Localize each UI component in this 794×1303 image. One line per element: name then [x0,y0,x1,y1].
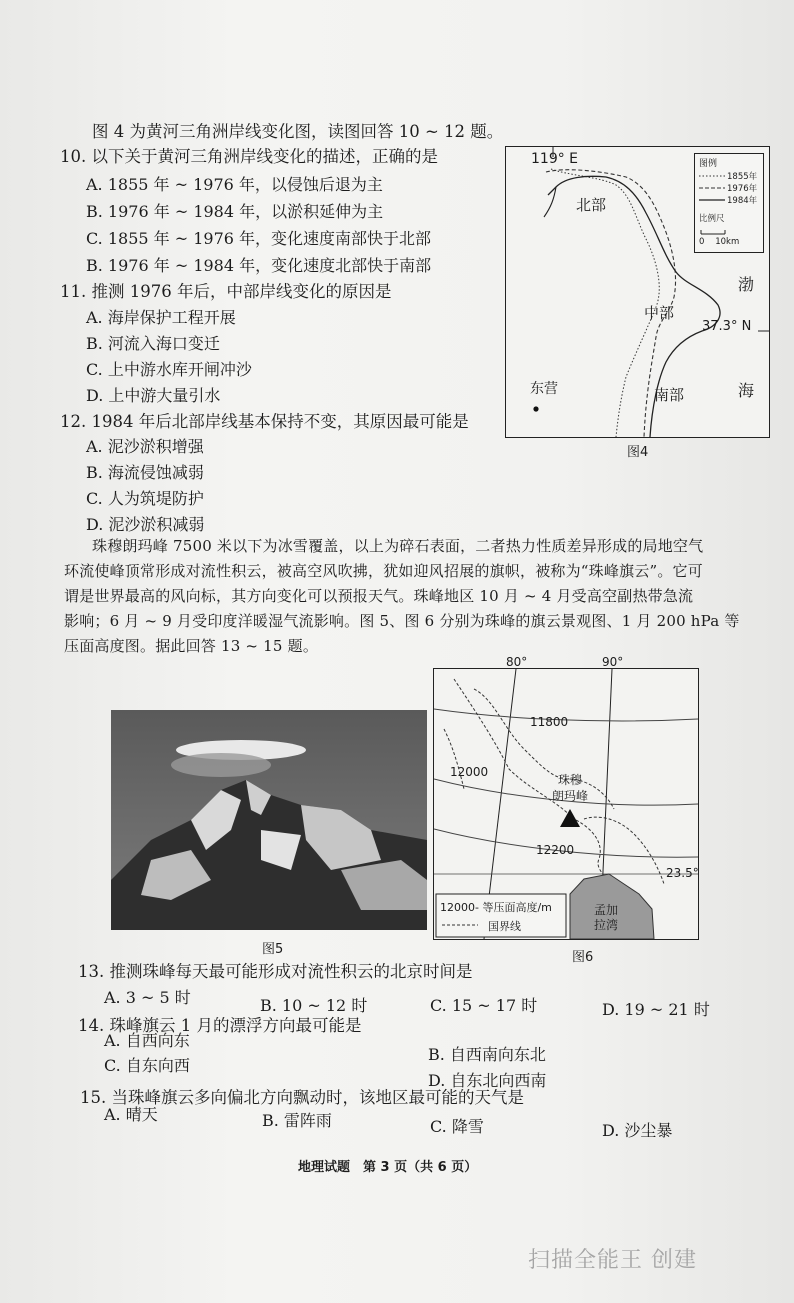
fig6-lon-90: 90° [602,655,624,669]
question-11-stem: 11. 推测 1976 年后，中部岸线变化的原因是 [60,282,392,301]
question-15-stem: 15. 当珠峰旗云多向偏北方向飘动时，该地区最可能的天气是 [80,1088,524,1107]
bay-label-1: 孟加 [594,903,619,917]
question-14-stem: 14. 珠峰旗云 1 月的漂浮方向最可能是 [78,1016,362,1035]
peak-label-2: 朗玛峰 [552,789,589,803]
passage-line-5: 压面高度图。据此回答 13 ~ 15 题。 [64,637,319,655]
passage-line-1: 珠穆朗玛峰 7500 米以下为冰雪覆盖，以上为碎石表面，二者热力性质差异形成的局地空气 [92,537,704,555]
legend-title: 图例 [699,159,718,169]
question-13-stem: 13. 推测珠峰每天最可能形成对流性积云的北京时间是 [78,962,473,981]
q11-option-c: C. 上中游水库开闸冲沙 [86,360,252,379]
figure-5-photo [111,710,427,930]
region-south-label: 南部 [654,386,685,404]
sea-label-bo: 渤 [738,275,755,294]
q11-option-a: A. 海岸保护工程开展 [86,308,236,327]
q14-option-d: D. 自东北向西南 [428,1071,547,1090]
city-dongying-label: 东营 [530,381,558,397]
q12-option-d: D. 泥沙淤积减弱 [86,515,205,534]
fig4-longitude-label: 119° E [531,151,579,167]
question-12-stem: 12. 1984 年后北部岸线基本保持不变，其原因最可能是 [60,412,469,431]
q12-option-a: A. 泥沙淤积增强 [86,437,204,456]
legend-scale-title: 比例尺 [699,214,725,224]
page-footer: 地理试题 第 3 页（共 6 页） [298,1160,478,1175]
q12-option-c: C. 人为筑堤防护 [86,489,204,508]
legend-contour-label: 12000- 等压面高度/m [440,901,552,914]
intro-q10-12: 图 4 为黄河三角洲岸线变化图，读图回答 10 ~ 12 题。 [92,122,504,141]
q14-option-c: C. 自东向西 [104,1056,190,1075]
q11-option-d: D. 上中游大量引水 [86,386,221,405]
passage-line-4: 影响；6 月 ~ 9 月受印度洋暖湿气流影响。图 5、图 6 分别为珠峰的旗云景观图、1 月 200 hPa 等 [64,612,740,630]
q13-option-c: C. 15 ~ 17 时 [430,996,538,1015]
passage-line-2: 环流使峰顶常形成对流性积云，被高空风吹拂，犹如迎风招展的旗帜，被称为“珠峰旗云”。它可 [64,562,703,580]
contour-12200-label: 12200 [536,843,575,857]
legend-1984: 1984年 [727,196,758,206]
q12-option-b: B. 海流侵蚀减弱 [86,463,204,482]
q10-option-b: B. 1976 年 ~ 1984 年，以淤积延伸为主 [86,202,384,221]
scanner-watermark: 扫描全能王 创建 [528,1248,697,1273]
figure-6-map [433,655,699,940]
q13-option-b: B. 10 ~ 12 时 [260,996,368,1015]
q10-option-c: C. 1855 年 ~ 1976 年，变化速度南部快于北部 [86,229,432,248]
q10-option-d: B. 1976 年 ~ 1984 年，变化速度北部快于南部 [86,256,432,275]
q15-option-b: B. 雷阵雨 [262,1111,332,1130]
q11-option-b: B. 河流入海口变迁 [86,334,220,353]
peak-label-1: 珠穆 [558,773,583,787]
figure-4-caption: 图4 [627,445,649,460]
figure-5-caption: 图5 [262,942,284,957]
q14-option-b: B. 自西南向东北 [428,1045,546,1064]
contour-11800-label: 11800 [530,715,569,729]
region-middle-label: 中部 [644,304,675,322]
everest-photo-svg [111,710,427,930]
legend-1855: 1855年 [727,172,758,182]
figure-4-map [505,146,770,438]
q15-option-d: D. 沙尘暴 [602,1121,673,1140]
q13-option-a: A. 3 ~ 5 时 [104,988,191,1007]
q15-option-c: C. 降雪 [430,1117,484,1136]
bay-label-2: 拉湾 [594,918,619,932]
fig4-legend [694,153,764,253]
q10-option-a: A. 1855 年 ~ 1976 年，以侵蚀后退为主 [86,175,383,194]
dongying-dot [533,406,538,411]
q13-option-d: D. 19 ~ 21 时 [602,1000,710,1019]
fig6-lon-80: 80° [506,655,528,669]
region-north-label: 北部 [576,196,607,214]
passage-line-3: 谓是世界最高的风向标，其方向变化可以预报天气。珠峰地区 10 月 ~ 4 月受高空副热带急流 [64,587,694,605]
legend-scale-label: 0 10km [699,237,740,247]
fig4-latitude-label: 37.3° N [702,319,752,334]
q14-option-a: A. 自西向东 [104,1031,190,1050]
legend-1976: 1976年 [727,184,758,194]
sea-label-hai: 海 [738,381,755,400]
everest-peak-triangle [560,809,580,827]
legend-border-label: 国界线 [488,920,521,933]
q15-option-a: A. 晴天 [104,1105,158,1124]
contour-12000-label: 12000 [450,765,489,779]
tropic-label: 23.5° [666,866,699,880]
figure-6-caption: 图6 [572,950,594,965]
question-10-stem: 10. 以下关于黄河三角洲岸线变化的描述，正确的是 [60,147,438,166]
